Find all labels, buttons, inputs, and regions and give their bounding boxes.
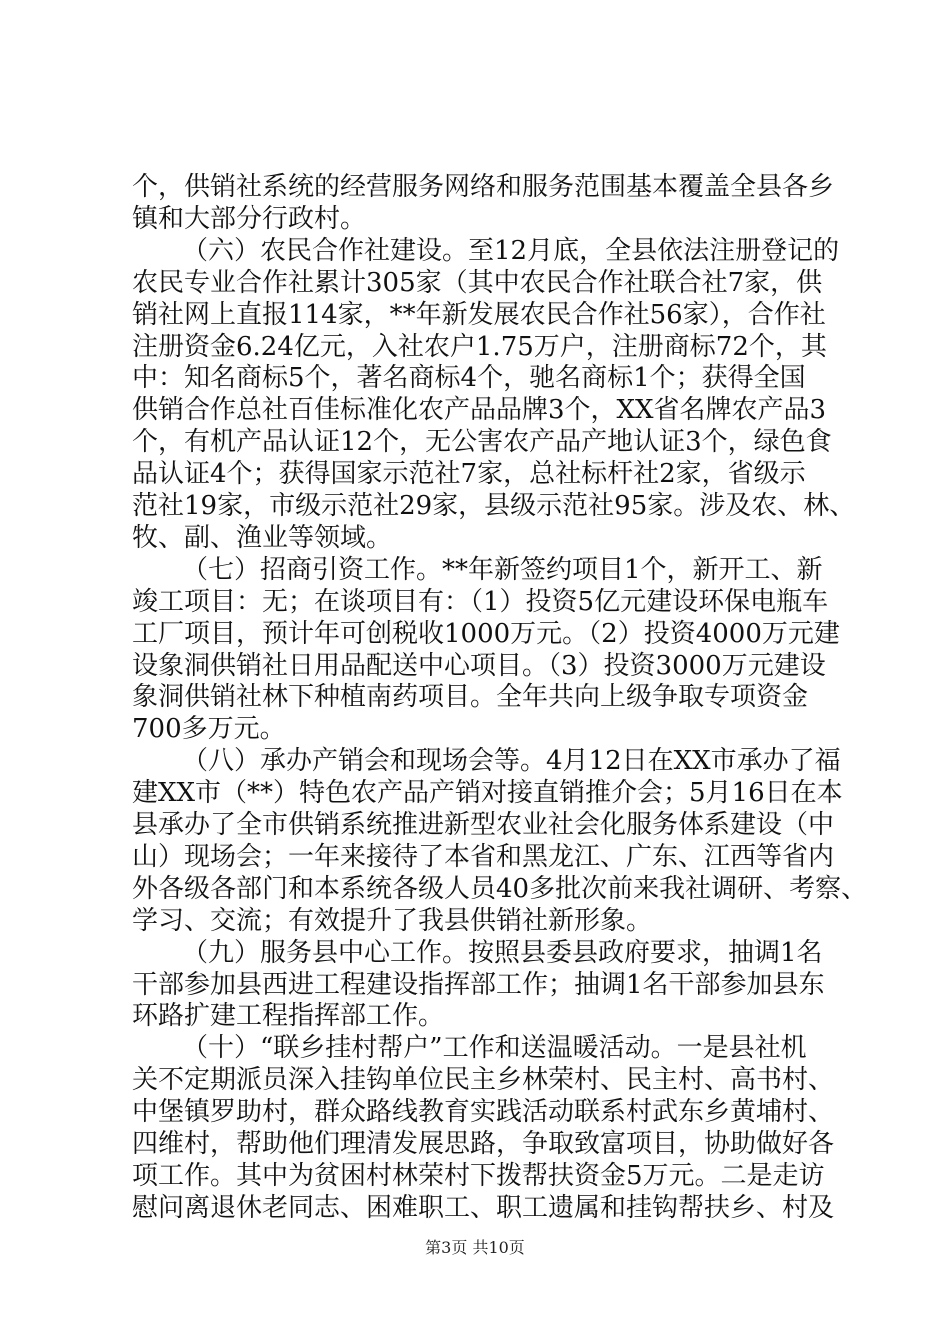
section-heading-line: （八）承办产销会和现场会等。4月12日在XX市承办了福 <box>182 746 841 776</box>
body-text-line: 工厂项目，预计年可创税收1000万元。（2）投资4000万元建 <box>132 619 840 649</box>
body-text-line: 中堡镇罗助村，群众路线教育实践活动联系村武东乡黄埔村、 <box>132 1097 835 1127</box>
body-text-line: 干部参加县西进工程建设指挥部工作；抽调1名干部参加县东 <box>132 970 825 1000</box>
body-text-line: 设象洞供销社日用品配送中心项目。（3）投资3000万元建设 <box>132 651 826 681</box>
body-text-line: 中：知名商标5个，著名商标4个，驰名商标1个；获得全国 <box>132 363 806 393</box>
body-text-line: 关不定期派员深入挂钩单位民主乡林荣村、民主村、高书村、 <box>132 1065 835 1095</box>
body-text-line: 农民专业合作社累计305家（其中农民合作社联合社7家，供 <box>132 268 823 298</box>
section-heading-line: （九）服务县中心工作。按照县委县政府要求，抽调1名 <box>182 938 823 968</box>
body-text-line: 慰问离退休老同志、困难职工、职工遗属和挂钩帮扶乡、村及 <box>132 1193 835 1223</box>
body-text-line: 建XX市（**）特色农产品产销对接直销推介会；5月16日在本 <box>132 778 843 808</box>
body-text-line: 县承办了全市供销系统推进新型农业社会化服务体系建设（中 <box>132 810 835 840</box>
body-text-line: 牧、副、渔业等领域。 <box>132 523 393 553</box>
body-text-line: 注册资金6.24亿元，入社农户1.75万户，注册商标72个，其 <box>132 332 827 362</box>
body-text-line: 销社网上直报114家，**年新发展农民合作社56家），合作社 <box>132 300 826 330</box>
body-text-line: 四维村，帮助他们理清发展思路，争取致富项目，协助做好各 <box>132 1129 835 1159</box>
body-text-line: 项工作。其中为贫困村林荣村下拨帮扶资金5万元。二是走访 <box>132 1161 825 1191</box>
body-text-line: 个，供销社系统的经营服务网络和服务范围基本覆盖全县各乡 <box>132 172 835 202</box>
body-text-line: 环路扩建工程指挥部工作。 <box>132 1001 445 1031</box>
body-text-line: 竣工项目：无；在谈项目有：（1）投资5亿元建设环保电瓶车 <box>132 587 829 617</box>
body-text-line: 学习、交流；有效提升了我县供销社新形象。 <box>132 906 653 936</box>
body-text-line: 山）现场会；一年来接待了本省和黑龙江、广东、江西等省内 <box>132 842 835 872</box>
page-number-footer: 第3页 共10页 <box>425 1238 525 1257</box>
body-text-line: 外各级各部门和本系统各级人员40多批次前来我社调研、考察、 <box>132 874 868 904</box>
body-text-line: 供销合作总社百佳标准化农产品品牌3个，XX省名牌农产品3 <box>132 395 827 425</box>
body-text-line: 范社19家，市级示范社29家，县级示范社95家。涉及农、林、 <box>132 491 856 521</box>
section-heading-line: （七）招商引资工作。**年新签约项目1个，新开工、新 <box>182 555 823 585</box>
section-heading-line: （十）“联乡挂村帮户”工作和送温暖活动。一是县社机 <box>182 1033 807 1063</box>
body-text-line: 品认证4个；获得国家示范社7家，总社标杆社2家，省级示 <box>132 459 806 489</box>
body-text-line: 镇和大部分行政村。 <box>132 204 367 234</box>
body-text-line: 象洞供销社林下种植南药项目。全年共向上级争取专项资金 <box>132 682 809 712</box>
body-text-line: 700多万元。 <box>132 714 286 744</box>
section-heading-line: （六）农民合作社建设。至12月底，全县依法注册登记的 <box>182 236 840 266</box>
body-text-line: 个，有机产品认证12个，无公害农产品产地认证3个，绿色食 <box>132 427 832 457</box>
